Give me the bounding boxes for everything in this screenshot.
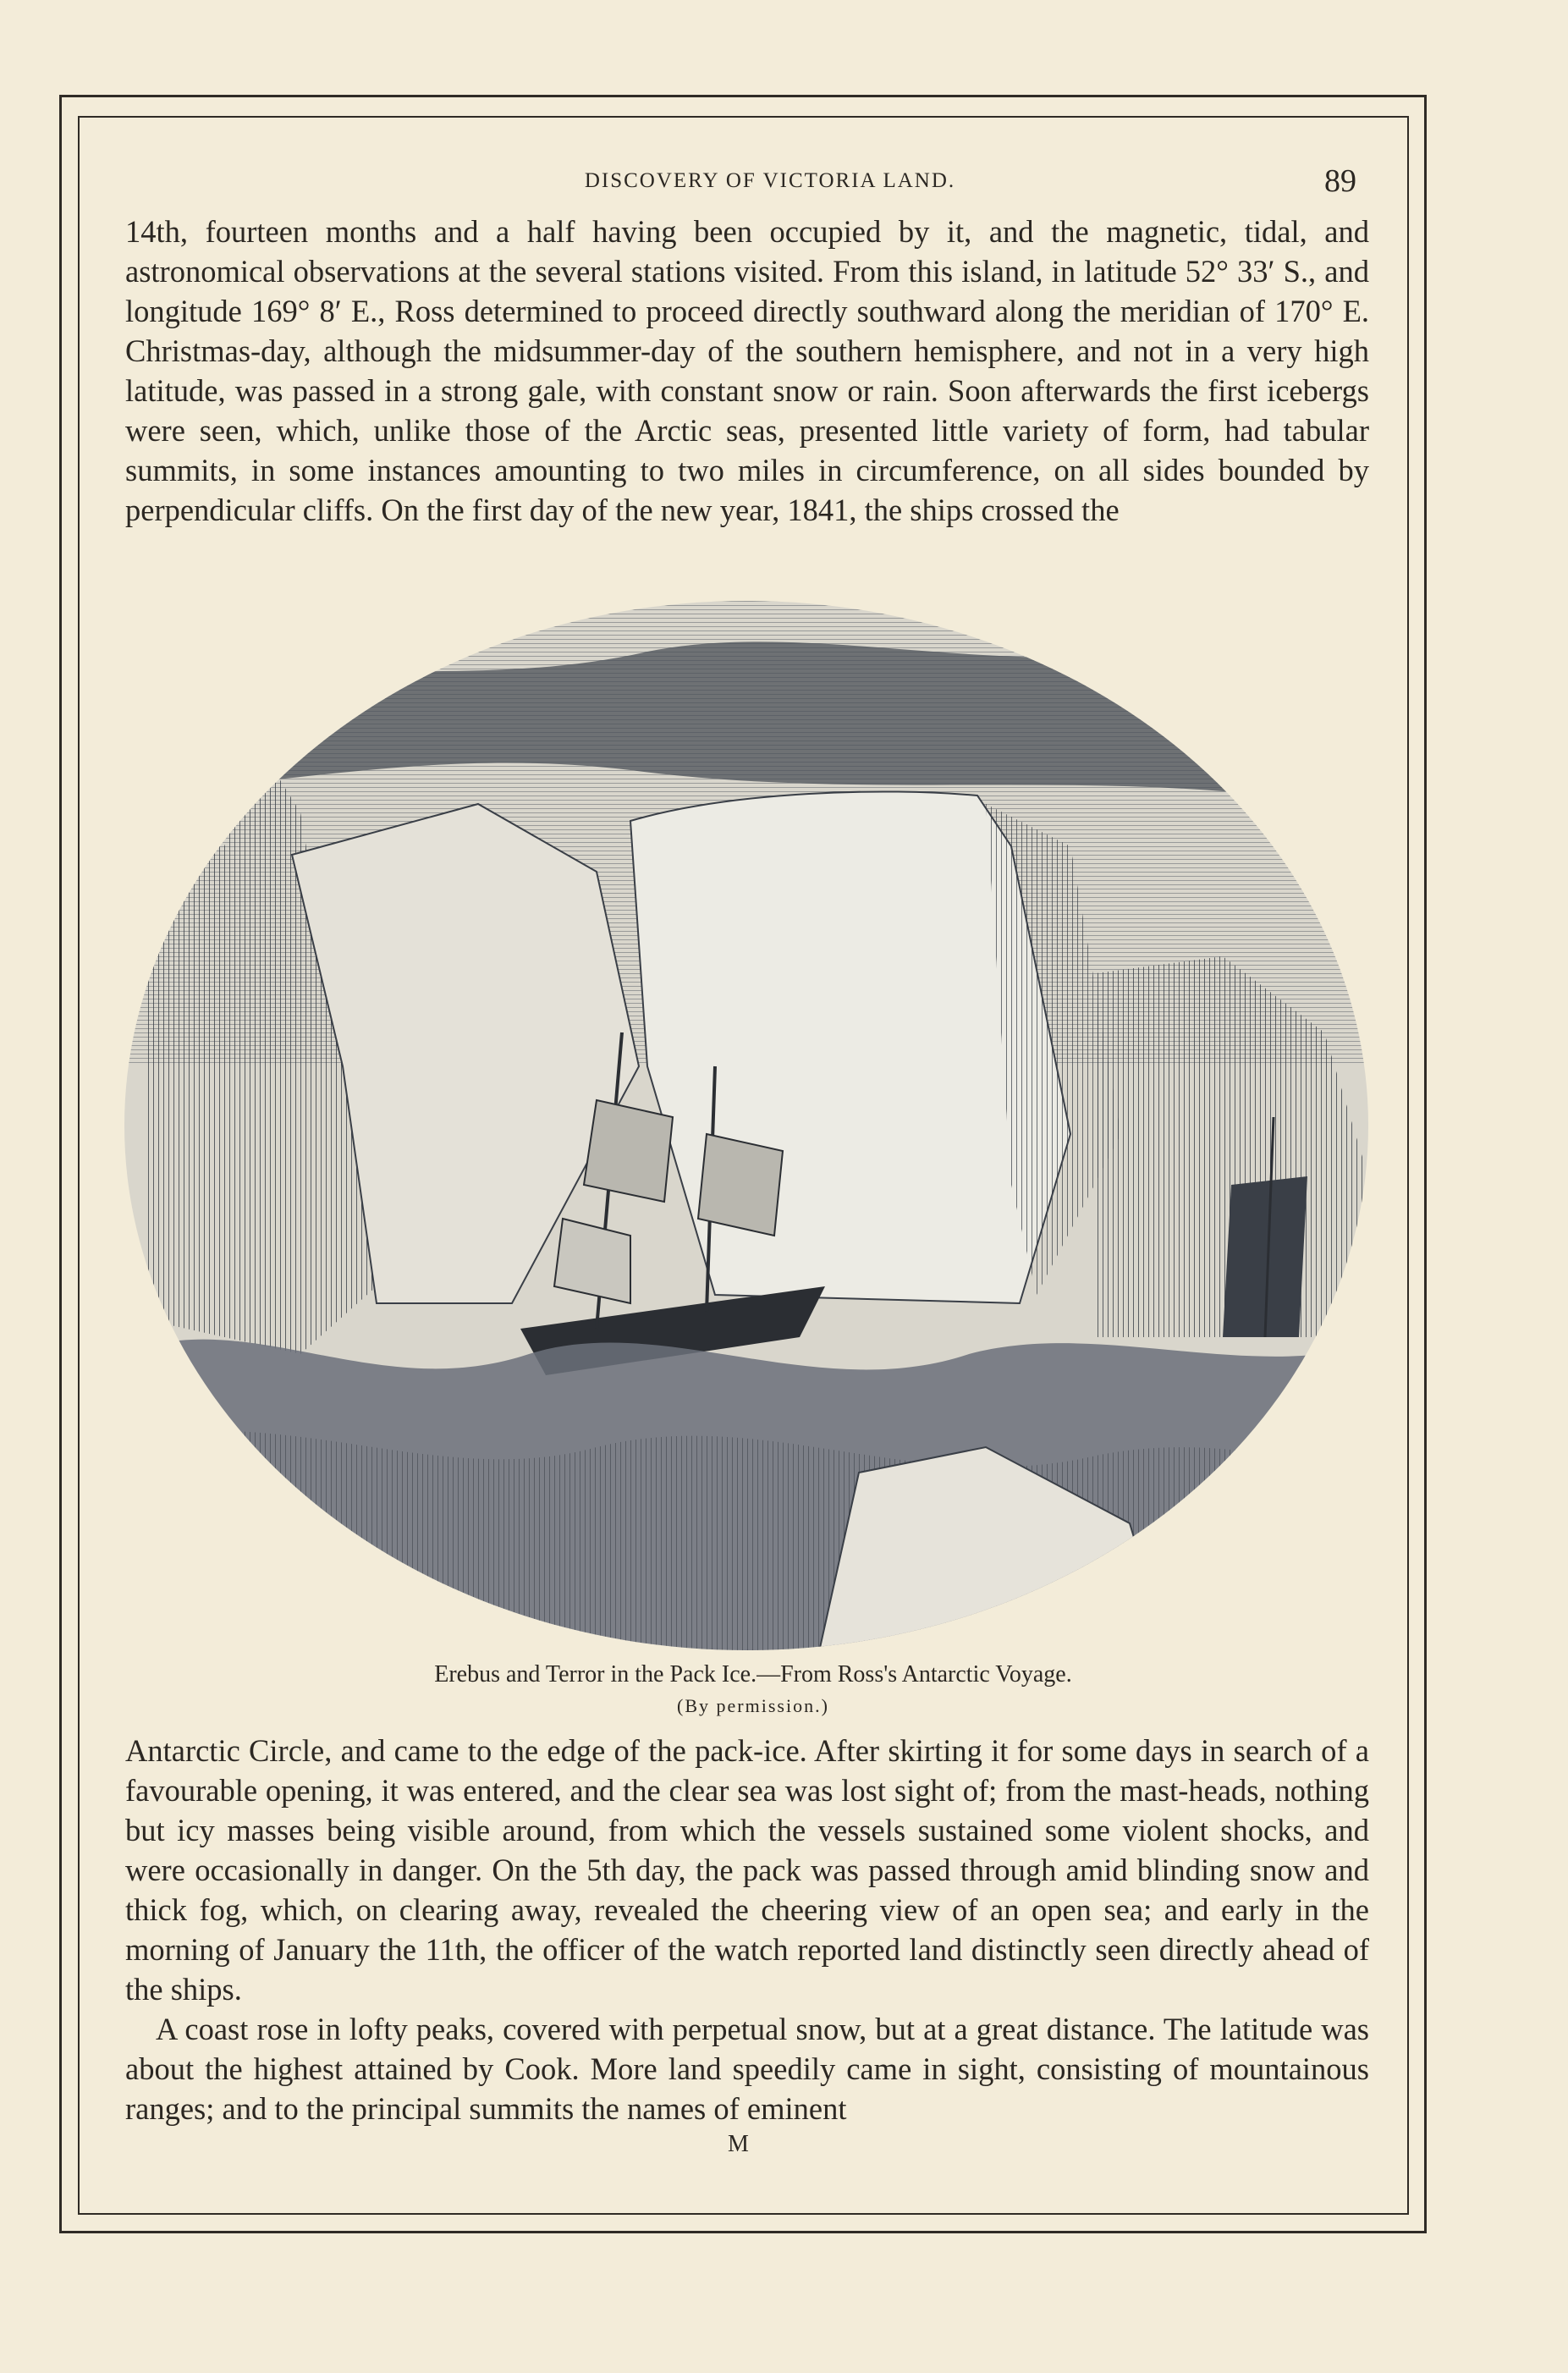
paragraph-antarctic-circle: Antarctic Circle, and came to the edge of the pack-ice. After skirting it for some days in search of a favourable opening, it was entered, and the clear sea was lost sight of; from the mast-heads, nothing but icy masses being visible around, from which the vessels sustained some violent shocks, and were occasionally in danger. On the 5th day, the pack was passed through amid blinding snow and thick fog, which, on clearing away, revealed the cheering view of an open sea; and early in the morning of January the 11th, the officer of the watch reported land distinctly seen directly ahead of the ships. xyxy=(125,1733,1369,2007)
sea-swell xyxy=(123,1430,1371,1663)
body-text-top xyxy=(125,212,1369,530)
illustration-credit: (By permission.) xyxy=(677,1695,829,1716)
paragraph-continued: 14th, fourteen months and a half having been occupied by it, and the magnetic, tidal, and astronomical observations at the several stations visited. From this island, in latitude 52° 33′ S., and longitude 169° 8′ E., Ross determined to proceed directly southward along the meridian of 170° E. Christmas-day, although the midsummer-day of the southern hemisphere, and not in a very high latitude, was passed in a strong gale, with constant snow or rain. Soon afterwards the first icebergs were seen, which, unlike those of the Arctic seas, presented little variety of form, had tabular summits, in some instances amounting to two miles in circumference, on all sides bounded by perpendicular cliffs. On the first day of the new year, 1841, the ships crossed the xyxy=(125,214,1369,527)
signature-mark: M xyxy=(728,2131,749,2157)
paragraph-coast: A coast rose in lofty peaks, covered with perpetual snow, but at a great distance. The latitude was about the highest attained by Cook. More land speedily came in sight, consisting of mountainous ranges; and to the principal summits the names of eminent xyxy=(125,2012,1369,2126)
illustration-caption: Erebus and Terror in the Pack Ice.—From Ross's Antarctic Voyage. xyxy=(434,1661,1072,1688)
running-title: DISCOVERY OF VICTORIA LAND. xyxy=(584,169,956,192)
body-text-bottom xyxy=(125,1731,1369,2128)
engraving-erebus-terror-pack-ice xyxy=(123,592,1371,1663)
page-number: 89 xyxy=(1324,163,1356,199)
